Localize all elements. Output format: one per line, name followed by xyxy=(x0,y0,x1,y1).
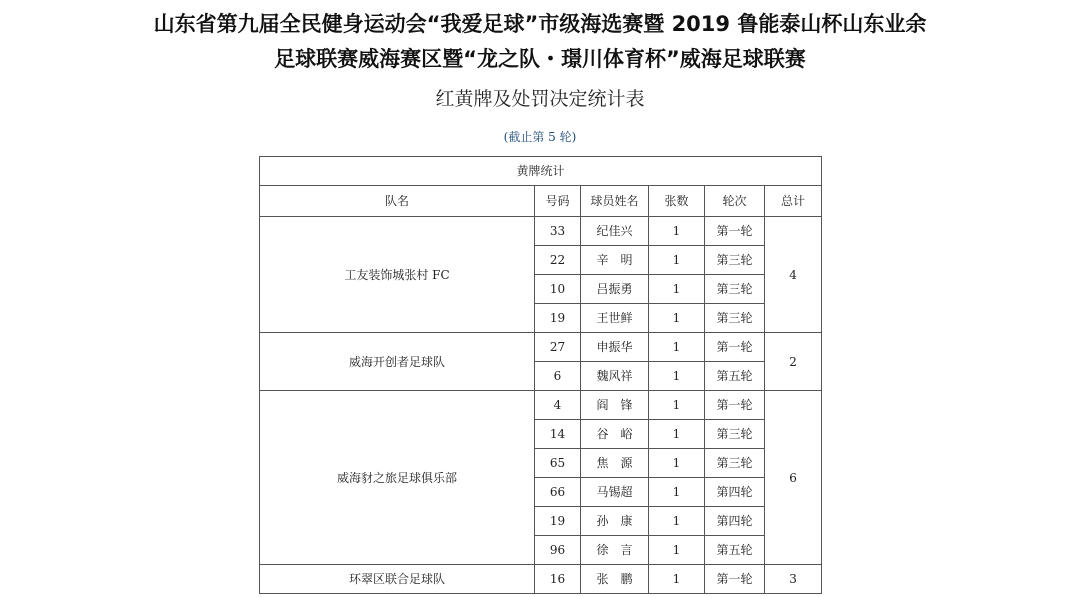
card-count-cell: 1 xyxy=(649,275,705,304)
team-total-cell: 4 xyxy=(765,217,822,333)
card-count-cell: 1 xyxy=(649,217,705,246)
card-count-cell: 1 xyxy=(649,565,705,594)
team-name-cell: 工友装饰城张村 FC xyxy=(260,217,535,333)
team-name-cell: 威海开创者足球队 xyxy=(260,333,535,391)
team-total-cell: 3 xyxy=(765,565,822,594)
header-player: 球员姓名 xyxy=(581,186,649,217)
table-row xyxy=(260,333,822,362)
card-count-cell: 1 xyxy=(649,362,705,391)
header-total: 总计 xyxy=(765,186,822,217)
header-team: 队名 xyxy=(260,186,535,217)
round-cell: 第五轮 xyxy=(705,536,765,565)
header-row xyxy=(260,186,822,217)
table-row xyxy=(260,565,822,594)
player-name-cell: 辛 明 xyxy=(581,246,649,275)
player-name-cell: 阎 锋 xyxy=(581,391,649,420)
header-round: 轮次 xyxy=(705,186,765,217)
player-number-cell: 16 xyxy=(535,565,581,594)
player-number-cell: 65 xyxy=(535,449,581,478)
player-number-cell: 19 xyxy=(535,304,581,333)
team-name-cell: 环翠区联合足球队 xyxy=(260,565,535,594)
card-count-cell: 1 xyxy=(649,333,705,362)
document-subtitle: 红黄牌及处罚决定统计表 xyxy=(435,88,645,110)
round-cell: 第三轮 xyxy=(705,246,765,275)
round-cell: 第三轮 xyxy=(705,420,765,449)
document-title-line-1: 山东省第九届全民健身运动会“我爱足球”市级海选赛暨 2019 鲁能泰山杯山东业余 xyxy=(153,12,927,36)
section-title-row xyxy=(260,157,822,186)
round-cell: 第一轮 xyxy=(705,391,765,420)
player-number-cell: 19 xyxy=(535,507,581,536)
header-count: 张数 xyxy=(649,186,705,217)
player-number-cell: 96 xyxy=(535,536,581,565)
round-cell: 第一轮 xyxy=(705,217,765,246)
round-cell: 第四轮 xyxy=(705,507,765,536)
table-row xyxy=(260,217,822,246)
card-count-cell: 1 xyxy=(649,449,705,478)
player-number-cell: 6 xyxy=(535,362,581,391)
player-name-cell: 王世鲜 xyxy=(581,304,649,333)
round-cell: 第一轮 xyxy=(705,565,765,594)
player-name-cell: 魏风祥 xyxy=(581,362,649,391)
player-name-cell: 张 鹏 xyxy=(581,565,649,594)
header-number: 号码 xyxy=(535,186,581,217)
card-count-cell: 1 xyxy=(649,420,705,449)
card-count-cell: 1 xyxy=(649,536,705,565)
section-title: 黄牌统计 xyxy=(260,157,822,186)
team-name-cell: 威海豺之旅足球俱乐部 xyxy=(260,391,535,565)
round-cell: 第三轮 xyxy=(705,275,765,304)
player-number-cell: 4 xyxy=(535,391,581,420)
player-name-cell: 申振华 xyxy=(581,333,649,362)
player-name-cell: 孙 康 xyxy=(581,507,649,536)
round-cell: 第三轮 xyxy=(705,449,765,478)
player-name-cell: 徐 言 xyxy=(581,536,649,565)
player-name-cell: 吕振勇 xyxy=(581,275,649,304)
card-count-cell: 1 xyxy=(649,478,705,507)
team-total-cell: 2 xyxy=(765,333,822,391)
round-note: (截止第 5 轮) xyxy=(503,130,577,144)
document-title-line-2: 足球联赛威海赛区暨“龙之队・璟川体育杯”威海足球联赛 xyxy=(274,47,806,71)
player-number-cell: 22 xyxy=(535,246,581,275)
round-cell: 第一轮 xyxy=(705,333,765,362)
player-name-cell: 马锡超 xyxy=(581,478,649,507)
card-count-cell: 1 xyxy=(649,391,705,420)
round-cell: 第五轮 xyxy=(705,362,765,391)
player-number-cell: 66 xyxy=(535,478,581,507)
team-total-cell: 6 xyxy=(765,391,822,565)
player-name-cell: 纪佳兴 xyxy=(581,217,649,246)
yellow-card-table xyxy=(259,156,822,594)
card-count-cell: 1 xyxy=(649,304,705,333)
card-count-cell: 1 xyxy=(649,507,705,536)
player-number-cell: 10 xyxy=(535,275,581,304)
table-row xyxy=(260,391,822,420)
round-cell: 第三轮 xyxy=(705,304,765,333)
player-name-cell: 谷 峪 xyxy=(581,420,649,449)
player-number-cell: 14 xyxy=(535,420,581,449)
round-cell: 第四轮 xyxy=(705,478,765,507)
player-number-cell: 27 xyxy=(535,333,581,362)
card-count-cell: 1 xyxy=(649,246,705,275)
table-body xyxy=(260,217,822,594)
player-number-cell: 33 xyxy=(535,217,581,246)
player-name-cell: 焦 源 xyxy=(581,449,649,478)
